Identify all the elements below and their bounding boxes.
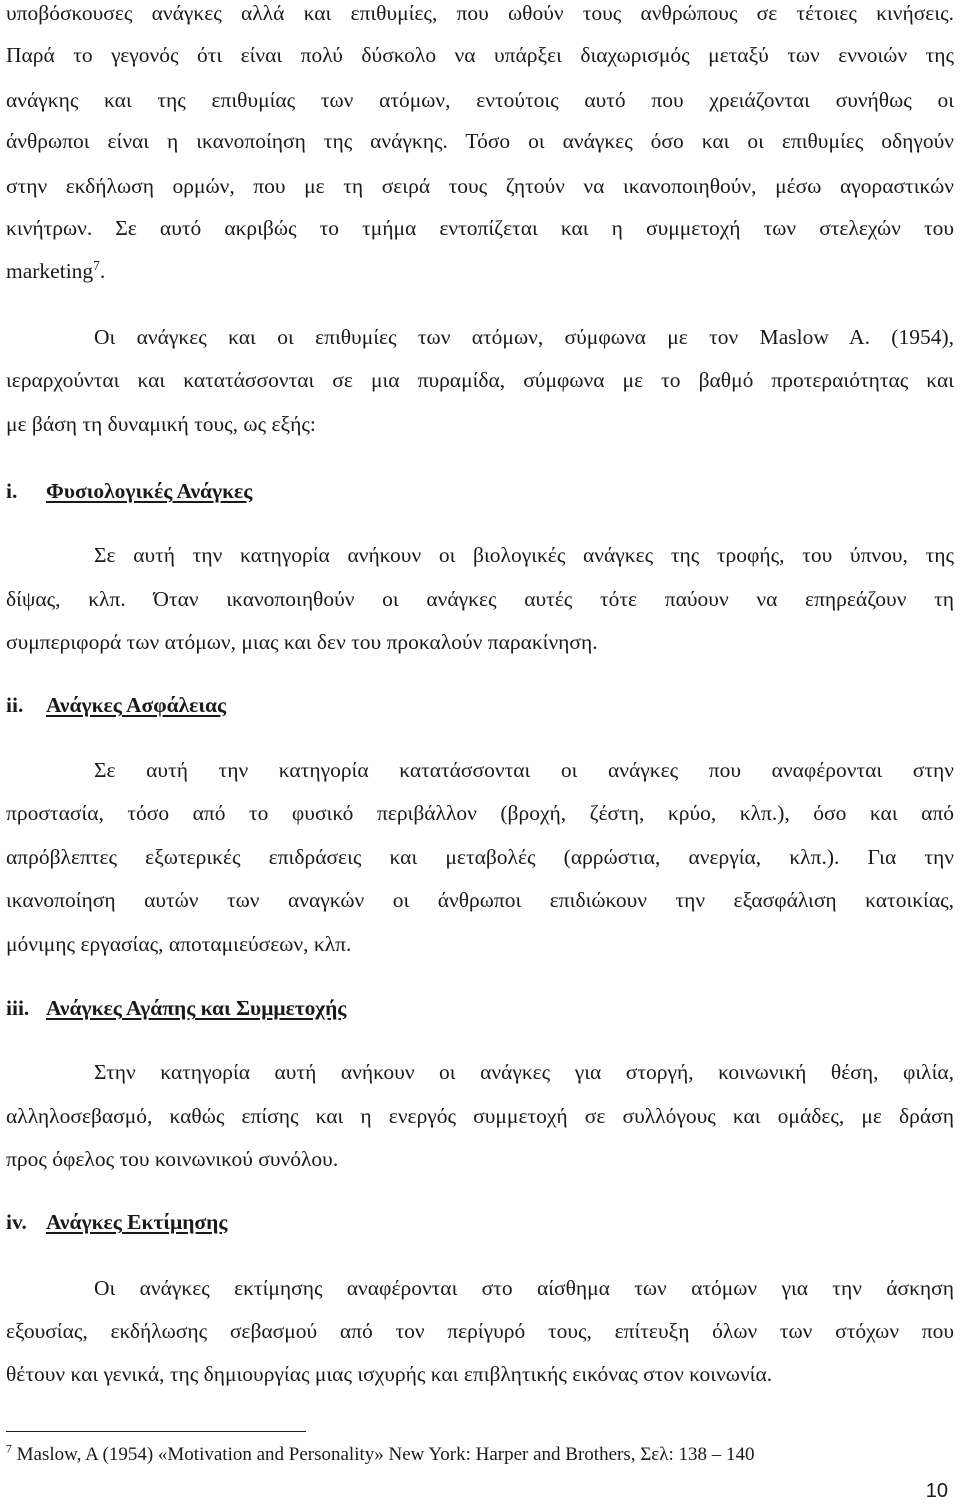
section-line: Σε αυτή την κατηγορία κατατάσσονται οι ανάγκες που αναφέρονται στην — [94, 758, 954, 782]
section-line: συμπεριφορά των ατόμων, μιας και δεν του προκαλούν παρακίνηση. — [6, 630, 598, 654]
footnote-marker: 7 — [6, 1442, 12, 1456]
footnote-separator — [6, 1431, 306, 1432]
intro-last-punct: . — [99, 259, 106, 283]
section-line: προς όφελος του κοινωνικού συνόλου. — [6, 1147, 339, 1171]
intro-line: Παρά το γεγονός ότι είναι πολύ δύσκολο να υπάρξει διαχωρισμός μεταξύ των εννοιών της — [6, 43, 954, 67]
intro-last-line — [6, 256, 954, 286]
section-title: Ανάγκες Αγάπης και Συμμετοχής — [46, 996, 347, 1020]
maslow-line: με βάση τη δυναμική τους, ως εξής: — [6, 412, 316, 436]
section-line: μόνιμης εργασίας, αποταμιεύσεων, κλπ. — [6, 932, 352, 956]
section-line: ικανοποίηση αυτών των αναγκών οι άνθρωποι επιδιώκουν την εξασφάλιση κατοικίας, — [6, 888, 954, 912]
section-line: Οι ανάγκες εκτίμησης αναφέρονται στο αίσθημα των ατόμων για την άσκηση — [94, 1276, 954, 1300]
section-line: δίψας, κλπ. Όταν ικανοποιηθούν οι ανάγκες αυτές τότε παύουν να επηρεάζουν τη — [6, 587, 954, 611]
intro-line: υποβόσκουσες ανάγκες αλλά και επιθυμίες, που ωθούν τους ανθρώπους σε τέτοιες κινήσεις. — [6, 1, 954, 25]
footnote — [6, 1442, 755, 1468]
intro-last-text: marketing — [6, 259, 94, 283]
footnote-reference: 7 — [93, 257, 100, 273]
section-title: Ανάγκες Εκτίμησης — [46, 1210, 228, 1234]
footnote-text: Maslow, A (1954) «Motivation and Personality» New York: Harper and Brothers, Σελ: 138 – 140 — [11, 1444, 755, 1465]
section-number: ii. — [6, 693, 24, 717]
page-number: 10 — [925, 1480, 948, 1502]
section-line: εξουσίας, εκδήλωσης σεβασμού από τον περίγυρό τους, επίτευξη όλων των στόχων που — [6, 1319, 954, 1343]
section-line: αλληλοσεβασμό, καθώς επίσης και η ενεργός συμμετοχή σε συλλόγους και ομάδες, με δράση — [6, 1104, 954, 1128]
intro-line: στην εκδήλωση ορμών, που με τη σειρά τους ζητούν να ικανοποιηθούν, μέσω αγοραστικών — [6, 174, 954, 198]
section-heading — [6, 993, 954, 1023]
section-line: θέτουν και γενικά, της δημιουργίας μιας ισχυρής και επιβλητικής εικόνας στον κοινωνία. — [6, 1362, 773, 1386]
section-heading — [6, 476, 954, 506]
section-line: Στην κατηγορία αυτή ανήκουν οι ανάγκες για στοργή, κοινωνική θέση, φιλία, — [94, 1060, 954, 1084]
intro-line: άνθρωποι είναι η ικανοποίηση της ανάγκης. Τόσο οι ανάγκες όσο και οι επιθυμίες οδηγούν — [6, 129, 954, 153]
section-heading — [6, 1207, 954, 1237]
maslow-line: Οι ανάγκες και οι επιθυμίες των ατόμων, σύμφωνα με τον Maslow A. (1954), — [94, 325, 954, 349]
section-title: Ανάγκες Ασφάλειας — [46, 693, 227, 717]
section-line: απρόβλεπτες εξωτερικές επιδράσεις και μεταβολές (αρρώστια, ανεργία, κλπ.). Για την — [6, 845, 954, 869]
section-line: προστασία, τόσο από το φυσικό περιβάλλον (βροχή, ζέστη, κρύο, κλπ.), όσο και από — [6, 801, 954, 825]
section-title: Φυσιολογικές Ανάγκες — [46, 479, 253, 503]
section-number: i. — [6, 479, 18, 503]
section-number: iii. — [6, 996, 30, 1020]
intro-line: ανάγκης και της επιθυμίας των ατόμων, εντούτοις αυτό που χρειάζονται συνήθως οι — [6, 88, 954, 112]
maslow-line: ιεραρχούνται και κατατάσσονται σε μια πυραμίδα, σύμφωνα με το βαθμό προτεραιότητας και — [6, 368, 954, 392]
section-heading — [6, 690, 954, 720]
section-line: Σε αυτή την κατηγορία ανήκουν οι βιολογικές ανάγκες της τροφής, του ύπνου, της — [94, 543, 954, 567]
intro-line: κινήτρων. Σε αυτό ακριβώς το τμήμα εντοπίζεται και η συμμετοχή των στελεχών του — [6, 216, 954, 240]
section-number: iv. — [6, 1210, 27, 1234]
